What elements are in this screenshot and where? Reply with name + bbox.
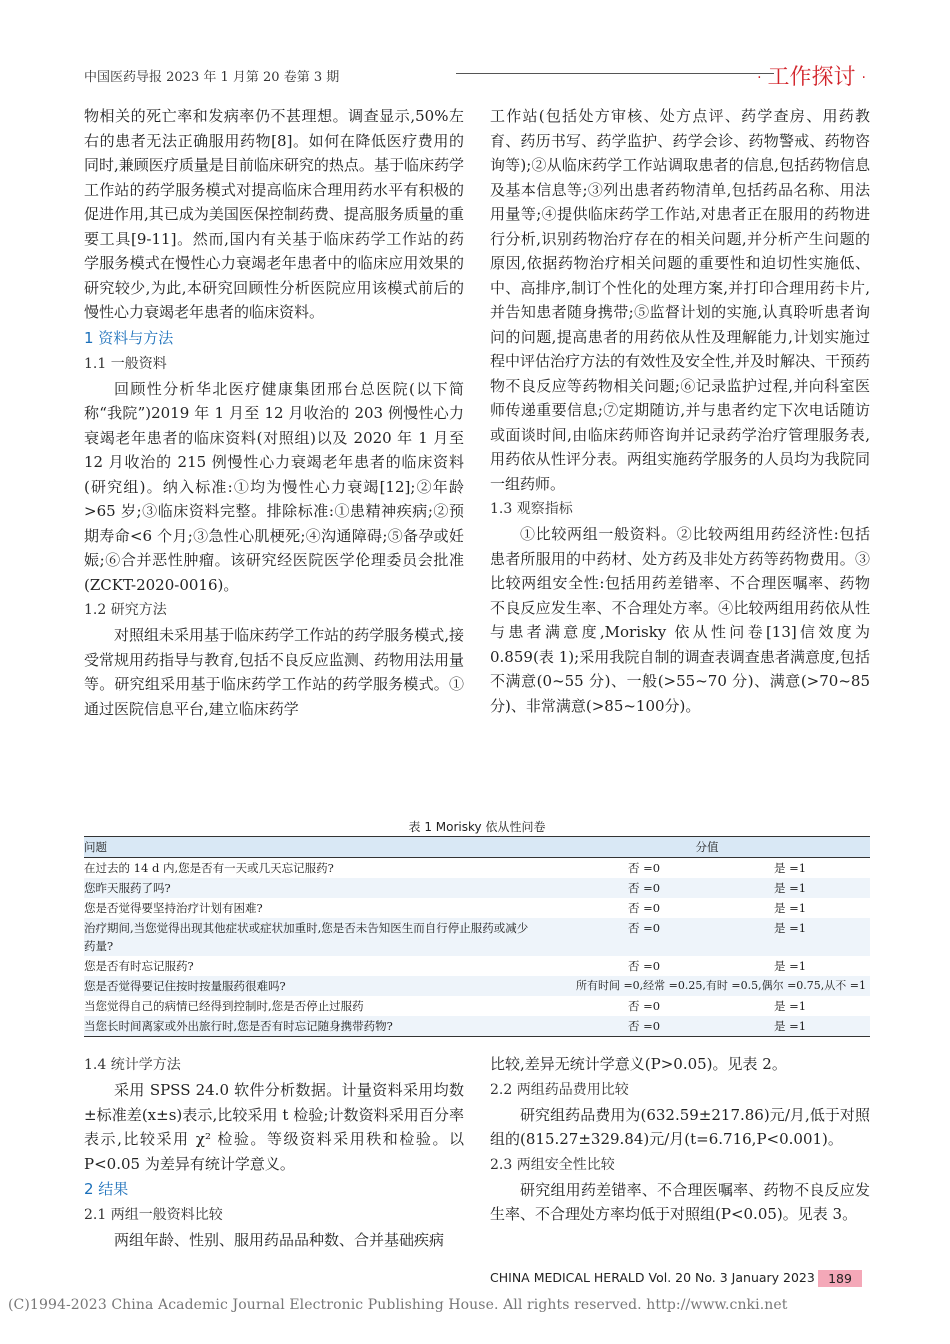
morisky-table bbox=[84, 836, 870, 1037]
table-header-row bbox=[84, 837, 870, 858]
subsection-heading: 1.1 一般资料 bbox=[84, 355, 167, 372]
subsection-heading: 1.4 统计学方法 bbox=[84, 1057, 181, 1073]
section-heading: 1 资料与方法 bbox=[84, 328, 174, 347]
subsection-heading: 2.3 两组安全性比较 bbox=[490, 1156, 615, 1173]
paragraph: 研究组药品费用为(632.59±217.86)元/月,低于对照组的(815.27±329.84)元/月(t=6.716,P<0.001)。 bbox=[490, 1105, 870, 1148]
subsection-heading: 2.2 两组药品费用比较 bbox=[490, 1081, 629, 1098]
section-label: 工作探讨 bbox=[767, 65, 856, 90]
paragraph: 比较,差异无统计学意义(P>0.05)。见表 2。 bbox=[490, 1055, 787, 1073]
bottom-right-column bbox=[490, 1052, 870, 1227]
score-yes-cell: 是 =1 bbox=[774, 861, 807, 875]
section-title bbox=[751, 60, 872, 91]
score-yes-cell: 是 =1 bbox=[774, 999, 807, 1013]
paragraph: 对照组未采用基于临床药学工作站的药学服务模式,接受常规用药指导与教育,包括不良反应监测、药物用法用量等。研究组采用基于临床药学工作站的药学服务模式。①通过医院信息平台,建立临床药学 bbox=[84, 626, 464, 718]
table-row bbox=[84, 956, 870, 976]
question-cell: 您是否觉得要记住按时按量服药很难吗? bbox=[84, 979, 286, 993]
page-number: 189 bbox=[818, 1270, 862, 1287]
section-heading: 2 结果 bbox=[84, 1180, 129, 1198]
table-row bbox=[84, 918, 870, 956]
table-row bbox=[84, 898, 870, 918]
copyright-notice: (C)1994-2023 China Academic Journal Electronic Publishing House. All rights reserved. http://www.cnki.net bbox=[8, 1297, 788, 1313]
paragraph: 工作站(包括处方审核、处方点评、药学查房、用药教育、药历书写、药学监护、药学会诊、药物警戒、药物咨询等);②从临床药学工作站调取患者的信息,包括药物信息及基本信息等;③列出患者药物清单,包括药品名称、用法用量等;④提供临床药学工作站,对患者正在服用的药物进行分析,识别药物治疗存在的相关问题,并分析产生问题的原因,依据药物治疗相关问题的重要性和迫切性实施低、中、高排序,制订个性化的处理方案,并打印合理用药卡片,并告知患者随身携带;⑤监督计划的实施,认真聆听患者询问的问题,提高患者的用药依从性及理解能力,计划实施过程中评估治疗方法的有效性及安全性,并及时解决、干预药物不良反应等药物相关问题;⑥记录监护过程,并向科室医师传递重要信息;⑦定期随访,并与患者约定下次电话随访或面谈时间,由临床药师咨询并记录药学治疗管理服务表,用药依从性评分表。两组实施药学服务的人员均为我院同一组药师。 bbox=[490, 107, 870, 493]
score-yes-cell: 是 =1 bbox=[774, 921, 807, 935]
section-dot-left: · bbox=[757, 70, 762, 86]
bottom-left-column bbox=[84, 1052, 464, 1253]
score-yes-cell: 是 =1 bbox=[774, 959, 807, 973]
score-no-cell: 否 =0 bbox=[628, 901, 661, 915]
score-cell: 所有时间 =0,经常 =0.25,有时 =0.5,偶尔 =0.75,从不 =1 bbox=[575, 979, 866, 992]
question-cell: 治疗期间,当您觉得出现其他症状或症状加重时,您是否未告知医生而自行停止服药或减少药量? bbox=[84, 921, 529, 953]
score-no-cell: 否 =0 bbox=[628, 881, 661, 895]
paragraph: 两组年龄、性别、服用药品品种数、合并基础疾病 bbox=[114, 1231, 445, 1249]
paragraph: 回顾性分析华北医疗健康集团邢台总医院(以下简称“我院”)2019 年 1 月至 12 月收治的 203 例慢性心力衰竭老年患者的临床资料(对照组)以及 2020 年 1 月至 12 月收治的 215 例慢性心力衰竭老年患者的临床资料(研究组)。纳入标准:①均为慢性心力衰竭[12];②年龄>65 岁;③临床资料完整。排除标准:①患精神疾病;②预期寿命<6 个月;③急性心肌梗死;④沟通障碍;⑤备孕或妊娠;⑥合并恶性肿瘤。该研究经医院医学伦理委员会批准(ZCKT-2020-0016)。 bbox=[84, 379, 464, 594]
table-1 bbox=[84, 818, 870, 1037]
col-header-question: 问题 bbox=[84, 837, 544, 858]
section-dot-right: · bbox=[861, 70, 866, 86]
table-caption: 表 1 Morisky 依从性问卷 bbox=[408, 820, 546, 834]
score-no-cell: 否 =0 bbox=[628, 959, 661, 973]
question-cell: 您是否有时忘记服药? bbox=[84, 959, 194, 973]
question-cell: 您昨天服药了吗? bbox=[84, 881, 171, 895]
paragraph: 采用 SPSS 24.0 软件分析数据。计量资料采用均数±标准差(x±s)表示,比较采用 t 检验;计数资料采用百分率表示,比较采用 χ² 检验。等级资料采用秩和检验。以 P<0.05 为差异有统计学意义。 bbox=[84, 1081, 464, 1173]
right-column bbox=[490, 104, 870, 718]
paragraph: 研究组用药差错率、不合理医嘱率、药物不良反应发生率、不合理处方率均低于对照组(P<0.05)。见表 3。 bbox=[490, 1180, 870, 1223]
score-yes-cell: 是 =1 bbox=[714, 1016, 870, 1037]
score-yes-cell: 是 =1 bbox=[774, 901, 807, 915]
table-row bbox=[84, 858, 870, 879]
score-yes-cell: 是 =1 bbox=[774, 881, 807, 895]
table-row bbox=[84, 996, 870, 1016]
question-cell: 当您觉得自己的病情已经得到控制时,您是否停止过服药 bbox=[84, 999, 364, 1013]
score-no-cell: 否 =0 bbox=[544, 1016, 714, 1037]
table-row bbox=[84, 1016, 870, 1037]
subsection-heading: 1.2 研究方法 bbox=[84, 602, 167, 618]
score-no-cell: 否 =0 bbox=[628, 999, 661, 1013]
score-no-cell: 否 =0 bbox=[628, 861, 661, 875]
paragraph: ①比较两组一般资料。②比较两组用药经济性:包括患者所服用的中药材、处方药及非处方药等药物费用。③比较两组安全性:包括用药差错率、不合理医嘱率、药物不良反应发生率、不合理处方率。④比较两组用药依从性与患者满意度,Morisky 依从性问卷[13]信效度为 0.859(表 1);采用我院自制的调查表调查患者满意度,包括不满意(0~55 分)、一般(>55~70 分)、满意(>70~85 分)、非常满意(>85~100分)。 bbox=[490, 525, 870, 715]
footer-journal: CHINA MEDICAL HERALD Vol. 20 No. 3 January 2023 bbox=[490, 1270, 815, 1285]
subsection-heading: 1.3 观察指标 bbox=[490, 501, 573, 517]
score-no-cell: 否 =0 bbox=[628, 921, 661, 935]
subsection-heading: 2.1 两组一般资料比较 bbox=[84, 1207, 223, 1223]
header-rule bbox=[456, 73, 774, 74]
left-column bbox=[84, 104, 464, 721]
question-cell: 您是否觉得要坚持治疗计划有困难? bbox=[84, 901, 263, 915]
question-cell: 在过去的 14 d 内,您是否有一天或几天忘记服药? bbox=[84, 861, 334, 875]
table-row bbox=[84, 976, 870, 996]
journal-issue: 中国医药导报 2023 年 1 月第 20 卷第 3 期 bbox=[84, 70, 340, 85]
page-header bbox=[84, 60, 874, 90]
table-row bbox=[84, 878, 870, 898]
question-cell: 当您长时间离家或外出旅行时,您是否有时忘记随身携带药物? bbox=[84, 1016, 544, 1037]
page-footer bbox=[490, 1270, 870, 1288]
col-header-score: 分值 bbox=[544, 837, 870, 858]
paragraph: 物相关的死亡率和发病率仍不甚理想。调查显示,50%左右的患者无法正确服用药物[8]。如何在降低医疗费用的同时,兼顾医疗质量是目前临床研究的热点。基于临床药学工作站的药学服务模式对提高临床合理用药水平有积极的促进作用,其已成为美国医保控制药费、提高服务质量的重要工具[9-11]。然而,国内有关基于临床药学工作站的药学服务模式在慢性心力衰竭老年患者中的临床应用效果的研究较少,为此,本研究回顾性分析医院应用该模式前后的慢性心力衰竭老年患者的临床资料。 bbox=[84, 107, 464, 321]
